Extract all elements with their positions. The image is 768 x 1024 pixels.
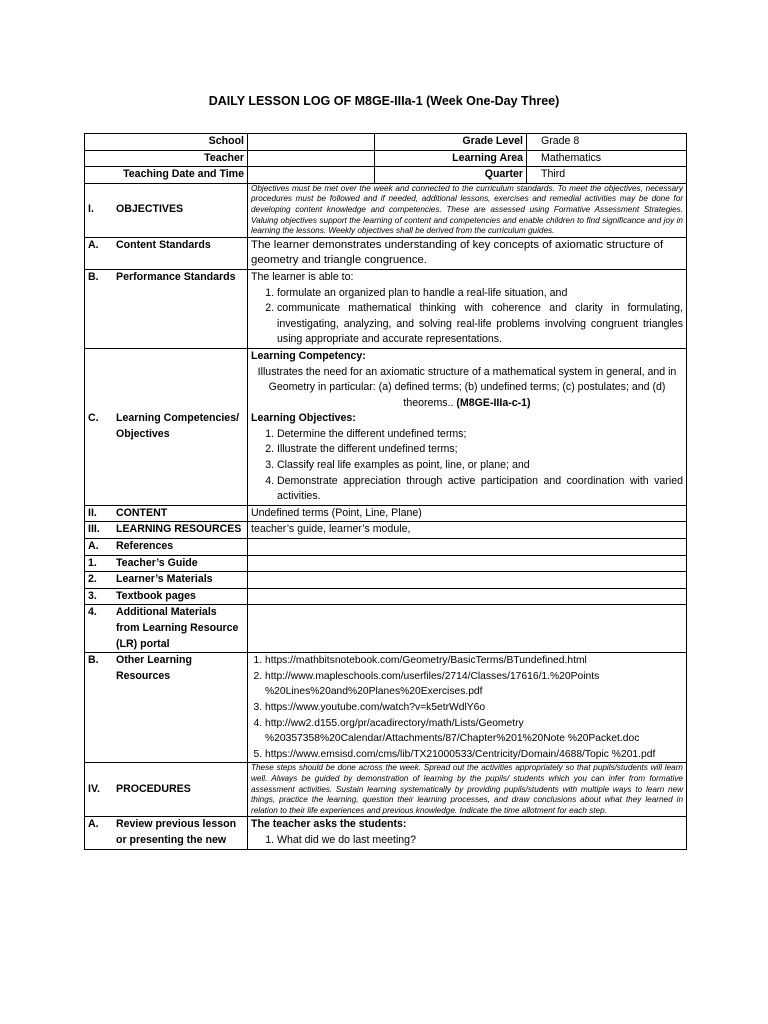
procedures-note: These steps should be done across the week. Spread out the activities appropriately so that pupils/students will learn well. Always be guided by demonstration of learning by the pupils/ students which you can infer from formative assessment activities. Sustain learning systematically by providing pupils/students with multiple ways to learn new things, practice the learning, question their learning processes, and draw conclusions about what they learned in relation to their life experiences and previous knowledge. Indicate the time allotment for each step. [248, 763, 687, 817]
learning-resources-text: teacher’s guide, learner’s module, [248, 522, 687, 539]
resource-link[interactable]: 4. http://ww2.d155.org/pr/acadirectory/math/Lists/Geometry %20357358%20Calendar/Attachments/87/Chapter%201%20Note %20Packet.doc [265, 716, 683, 747]
learners-materials-label: Learner’s Materials [116, 573, 213, 586]
performance-standards-row [85, 269, 687, 348]
quarter-label: Quarter [375, 167, 527, 184]
content-standards-number: A. [88, 238, 99, 251]
resource-link[interactable]: 2. http://www.mapleschools.com/userfiles/2714/Classes/17616/1.%20Points %20Lines%20and%20Planes%20Exercises.pdf [265, 669, 683, 700]
learners-materials-number: 2. [88, 573, 97, 586]
resource-link[interactable]: 1. https://mathbitsnotebook.com/Geometry/BasicTerms/BTundefined.html [265, 653, 683, 669]
competency-heading: Learning Competency: [251, 349, 366, 362]
lesson-log-table [84, 133, 687, 850]
review-cell [248, 817, 687, 849]
references-row [85, 539, 687, 556]
learning-resources-label: LEARNING RESOURCES [116, 523, 242, 536]
competencies-label: Learning Competencies/ Objectives [116, 412, 240, 440]
competency-text: Illustrates the need for an axiomatic structure of a mathematical system in general, and in Geometry in particular: (a) defined terms; (b) undefined terms; (c) postulates; and (d) theorems.. [257, 365, 677, 409]
content-standards-text: The learner demonstrates understanding of key concepts of axiomatic structure of geometry and triangle congruence. [248, 237, 687, 269]
quarter-value: Third [527, 167, 687, 184]
performance-standards-heading [85, 269, 248, 348]
review-prompt-heading: The teacher asks the students: [251, 818, 407, 831]
other-resources-label: Other Learning Resources [116, 654, 192, 682]
performance-standards-label: Performance Standards [116, 270, 236, 283]
content-text: Undefined terms (Point, Line, Plane) [248, 505, 687, 522]
learning-resources-heading [85, 522, 248, 539]
competencies-heading [85, 348, 248, 505]
teachers-guide-row [85, 555, 687, 572]
grade-level-label: Grade Level [375, 134, 527, 151]
school-value [248, 134, 375, 151]
other-resources-number: B. [88, 654, 99, 667]
learning-objective-item: 1. Determine the different undefined terms; [277, 427, 683, 443]
teachers-guide-heading [85, 555, 248, 572]
textbook-pages-row [85, 588, 687, 605]
resource-link[interactable]: 3. https://www.youtube.com/watch?v=k5etrWdlY6o [265, 700, 683, 716]
content-heading [85, 505, 248, 522]
competencies-cell [248, 348, 687, 505]
competency-code: (M8GE-IIIa-c-1) [456, 396, 531, 409]
learning-objectives-heading: Learning Objectives: [251, 412, 356, 425]
textbook-pages-heading [85, 588, 248, 605]
review-label: Review previous lesson or presenting the new [116, 818, 237, 846]
learning-area-value: Mathematics [527, 150, 687, 167]
page-title: DAILY LESSON LOG OF M8GE-IIIa-1 (Week One-Day Three) [208, 94, 560, 108]
review-row [85, 817, 687, 849]
references-number: A. [88, 540, 99, 553]
learning-objective-item: 3. Classify real life examples as point, line, or plane; and [277, 458, 683, 474]
references-heading [85, 539, 248, 556]
additional-materials-row [85, 605, 687, 653]
teaching-date-label: Teaching Date and Time [85, 167, 248, 184]
other-resources-cell [248, 653, 687, 763]
header-row-school [85, 134, 687, 151]
learners-materials-row [85, 572, 687, 589]
school-label: School [85, 134, 248, 151]
performance-item: 1. formulate an organized plan to handle a real-life situation, and [277, 286, 683, 302]
learners-materials-heading [85, 572, 248, 589]
performance-standards-cell [248, 269, 687, 348]
additional-materials-value [248, 605, 687, 653]
learning-resources-row [85, 522, 687, 539]
other-resources-row [85, 653, 687, 763]
resource-link[interactable]: 5. https://www.emsisd.com/cms/lib/TX21000533/Centricity/Domain/4688/Topic %201.pdf [265, 747, 683, 763]
references-value [248, 539, 687, 556]
teachers-guide-label: Teacher’s Guide [116, 556, 198, 569]
objectives-number: I. [88, 203, 94, 216]
competencies-number: C. [88, 412, 99, 425]
header-row-date [85, 167, 687, 184]
content-label: CONTENT [116, 506, 168, 519]
references-label: References [116, 540, 174, 553]
teachers-guide-number: 1. [88, 556, 97, 569]
additional-materials-number: 4. [88, 606, 97, 619]
teacher-value [248, 150, 375, 167]
review-question: 1. What did we do last meeting? [277, 833, 683, 849]
procedures-number: IV. [88, 783, 100, 796]
additional-materials-heading [85, 605, 248, 653]
learning-objective-item: 4. Demonstrate appreciation through active participation and coordination with varied activities. [277, 474, 683, 505]
competencies-row [85, 348, 687, 505]
procedures-label: PROCEDURES [116, 783, 191, 796]
review-heading [85, 817, 248, 849]
learning-resources-number: III. [88, 523, 100, 536]
textbook-pages-number: 3. [88, 589, 97, 602]
other-resources-heading [85, 653, 248, 763]
content-standards-heading [85, 237, 248, 269]
learning-area-label: Learning Area [375, 150, 527, 167]
performance-item: 2. communicate mathematical thinking with coherence and clarity in formulating, investigating, analyzing, and solving real-life problems involving congruent triangles using appropriate and accurate representations. [277, 301, 683, 348]
additional-materials-label: Additional Materials from Learning Resource (LR) portal [116, 606, 239, 650]
content-standards-label: Content Standards [116, 238, 211, 251]
content-number: II. [88, 506, 97, 519]
teachers-guide-value [248, 555, 687, 572]
procedures-row [85, 763, 687, 817]
textbook-pages-value [248, 588, 687, 605]
teaching-date-value [248, 167, 375, 184]
textbook-pages-label: Textbook pages [116, 589, 196, 602]
grade-level-value: Grade 8 [527, 134, 687, 151]
procedures-heading [85, 763, 248, 817]
performance-standards-number: B. [88, 270, 99, 283]
learning-objective-item: 2. Illustrate the different undefined terms; [277, 442, 683, 458]
objectives-label: OBJECTIVES [116, 203, 184, 216]
learners-materials-value [248, 572, 687, 589]
teacher-label: Teacher [85, 150, 248, 167]
content-standards-row [85, 237, 687, 269]
objectives-row [85, 183, 687, 237]
performance-standards-intro: The learner is able to: [251, 270, 354, 283]
review-number: A. [88, 818, 99, 831]
objectives-heading [85, 183, 248, 237]
header-row-teacher [85, 150, 687, 167]
objectives-note: Objectives must be met over the week and connected to the curriculum standards. To meet the objectives, necessary procedures must be followed and if needed, additional lessons, exercises and remedial activities may be done for developing content knowledge and competencies. These are assessed using Formative Assessment Strategies. Valuing objectives support the learning of content and competencies and enable children to find significance and joy in learning the lessons. Weekly objectives shall be derived from the curriculum guides. [248, 183, 687, 237]
content-row [85, 505, 687, 522]
